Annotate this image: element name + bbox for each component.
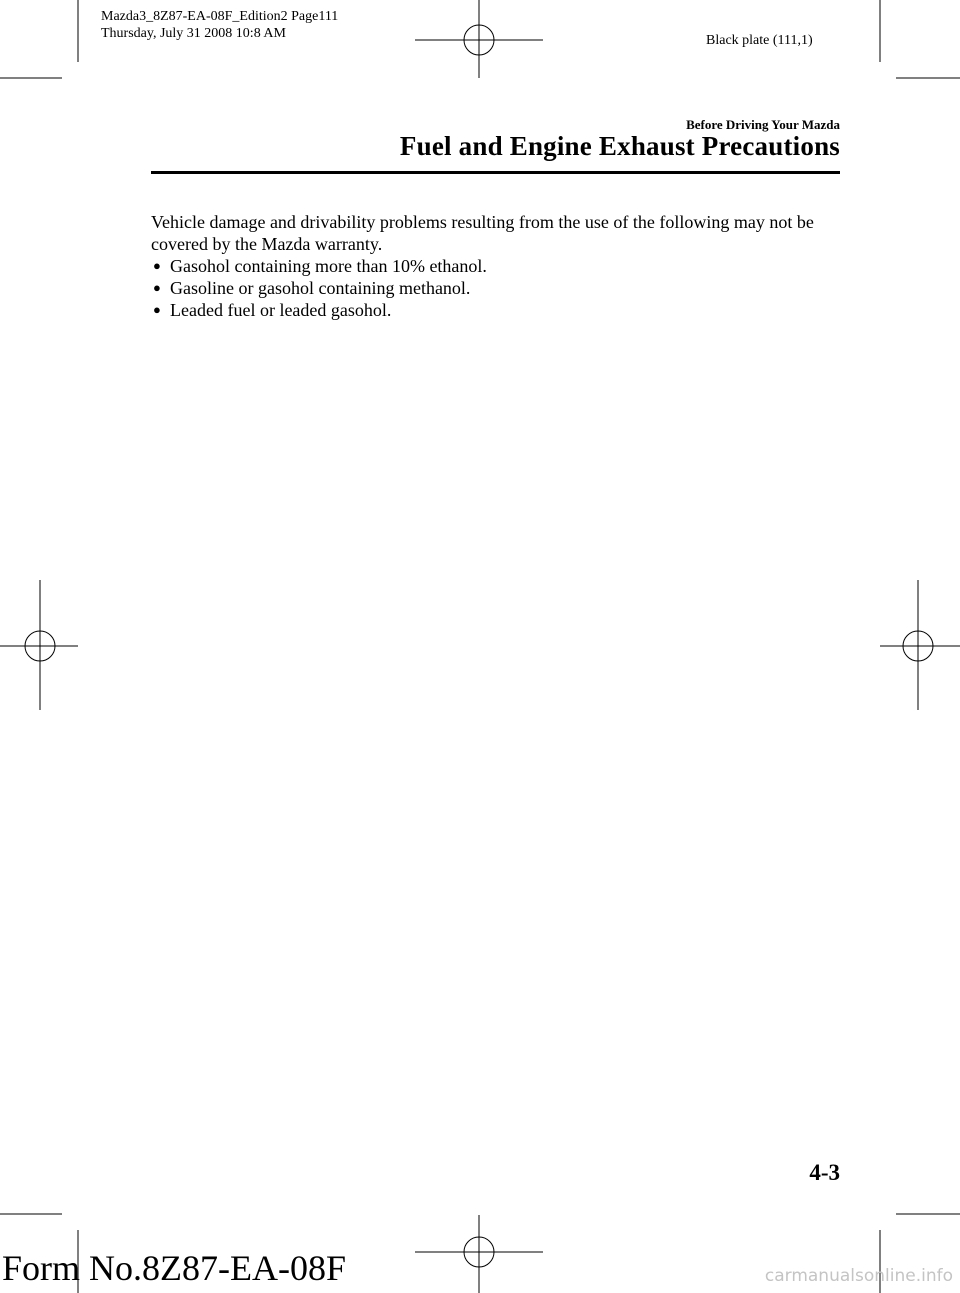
slug-file-line: Mazda3_8Z87-EA-08F_Edition2 Page111 [101,9,339,24]
bullet-icon: ● [153,258,161,273]
watermark: carmanualsonline.info [764,1266,953,1286]
page-title: Fuel and Engine Exhaust Precautions [399,131,840,161]
list-item [151,299,841,321]
form-number: Form No.8Z87-EA-08F [2,1248,346,1288]
page-number: 4-3 [809,1160,840,1185]
intro-paragraph: Vehicle damage and drivability problems resulting from the use of the following may not be covered by the Mazda warranty. [151,212,814,254]
list-item-text: Leaded fuel or leaded gasohol. [170,300,392,320]
list-item [151,255,841,277]
plate-label: Black plate (111,1) [706,33,813,48]
bullet-icon: ● [153,280,161,295]
print-slug [101,8,338,42]
list-item-text: Gasohol containing more than 10% ethanol. [170,256,487,276]
registration-target-left [0,580,78,710]
section-label: Before Driving Your Mazda [686,117,840,132]
list-item-text: Gasoline or gasohol containing methanol. [170,278,471,298]
registration-target-top [415,0,543,78]
list-item [151,277,841,299]
slug-date-line: Thursday, July 31 2008 10:8 AM [101,26,286,41]
warranty-exclusion-list [151,255,841,321]
body-content [151,211,841,321]
registration-target-right [880,580,960,710]
bullet-icon: ● [153,302,161,317]
title-rule [151,171,840,174]
registration-target-bottom [415,1215,543,1293]
